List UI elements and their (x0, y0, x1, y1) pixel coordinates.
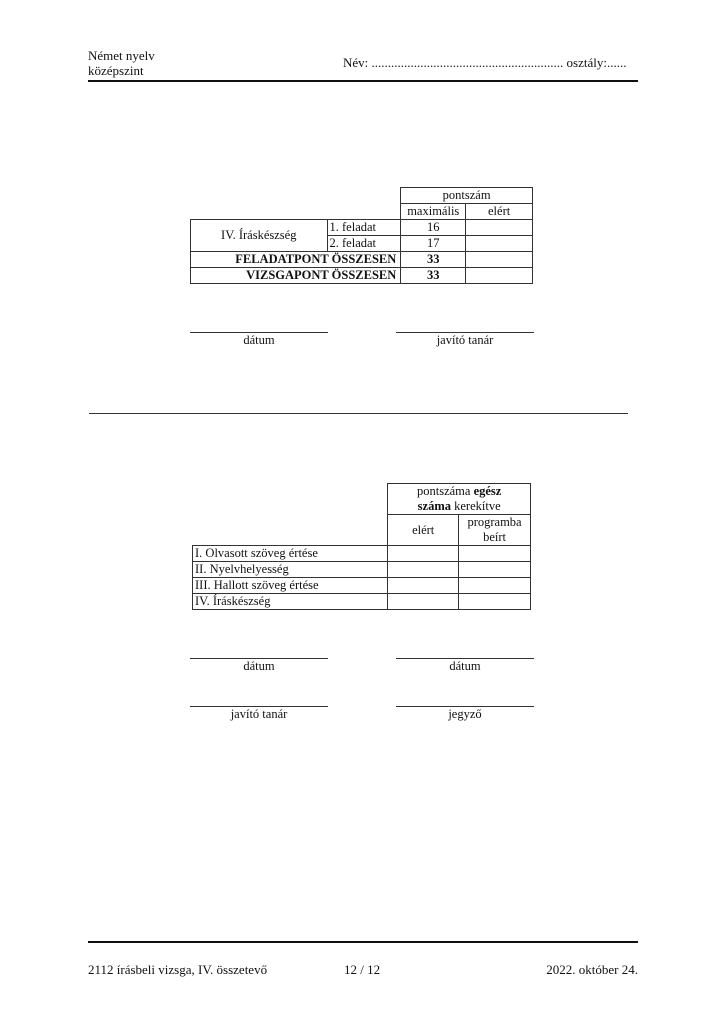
col-program-line-2: beírt (483, 530, 506, 544)
section-label: IV. Íráskészség (191, 220, 328, 252)
footer-rule (88, 941, 638, 943)
task-2-achieved[interactable] (466, 236, 533, 252)
total-task-label: FELADATPONT ÖSSZESEN (191, 252, 401, 268)
total-exam-max: 33 (401, 268, 466, 284)
signature-label: dátum (449, 659, 481, 673)
row-grammar-entered[interactable] (459, 562, 531, 578)
col-program-line-1: programba (467, 515, 522, 529)
task-1-max: 16 (401, 220, 466, 236)
signature-date-1 (190, 332, 328, 348)
signature-label: javító tanár (230, 707, 288, 721)
col-group-points: pontszám (401, 188, 533, 204)
rounded-score-header (388, 484, 531, 515)
subject-line-2: középszint (88, 63, 144, 78)
task-2-max: 17 (401, 236, 466, 252)
section-separator (89, 413, 628, 414)
task-1-achieved[interactable] (466, 220, 533, 236)
row-reading-label: I. Olvasott szöveg értése (193, 546, 388, 562)
task-1-label: 1. feladat (327, 220, 401, 236)
signature-label: jegyző (448, 707, 482, 721)
signature-date-2 (190, 658, 328, 674)
header-bold-1: egész (473, 484, 502, 498)
signature-notary (396, 706, 534, 722)
row-writing-achieved[interactable] (388, 594, 459, 610)
footer-date: 2022. október 24. (546, 962, 638, 977)
signature-teacher-1 (396, 332, 534, 348)
signature-label: javító tanár (436, 333, 494, 347)
header-prefix: pontszáma (416, 484, 474, 498)
total-exam-label: VIZSGAPONT ÖSSZESEN (191, 268, 401, 284)
subject-heading (88, 48, 155, 78)
task-2-label: 2. feladat (327, 236, 401, 252)
score-table-writing (190, 187, 533, 284)
page-number: 12 / 12 (344, 962, 381, 977)
header-rule (88, 80, 638, 82)
header-bold-2: száma (417, 499, 451, 513)
col-max: maximális (401, 204, 466, 220)
row-grammar-label: II. Nyelvhelyesség (193, 562, 388, 578)
signature-label: dátum (243, 333, 275, 347)
total-exam-achieved[interactable] (466, 268, 533, 284)
subject-line-1: Német nyelv (88, 48, 155, 63)
row-writing-label: IV. Íráskészség (193, 594, 388, 610)
row-reading-achieved[interactable] (388, 546, 459, 562)
footer-exam-info: 2112 írásbeli vizsga, IV. összetevő (88, 962, 268, 977)
row-listening-label: III. Hallott szöveg értése (193, 578, 388, 594)
total-task-achieved[interactable] (466, 252, 533, 268)
row-grammar-achieved[interactable] (388, 562, 459, 578)
row-reading-entered[interactable] (459, 546, 531, 562)
signature-teacher-2 (190, 706, 328, 722)
signature-label: dátum (243, 659, 275, 673)
row-listening-achieved[interactable] (388, 578, 459, 594)
col-achieved: elért (466, 204, 533, 220)
col-achieved: elért (388, 515, 459, 546)
signature-date-3 (396, 658, 534, 674)
row-listening-entered[interactable] (459, 578, 531, 594)
name-class-field: Név: ........................................................... osztály:...... (343, 55, 627, 70)
header-suffix: kerekítve (451, 499, 501, 513)
col-program-entered (459, 515, 531, 546)
row-writing-entered[interactable] (459, 594, 531, 610)
score-table-summary (192, 483, 531, 610)
total-task-max: 33 (401, 252, 466, 268)
